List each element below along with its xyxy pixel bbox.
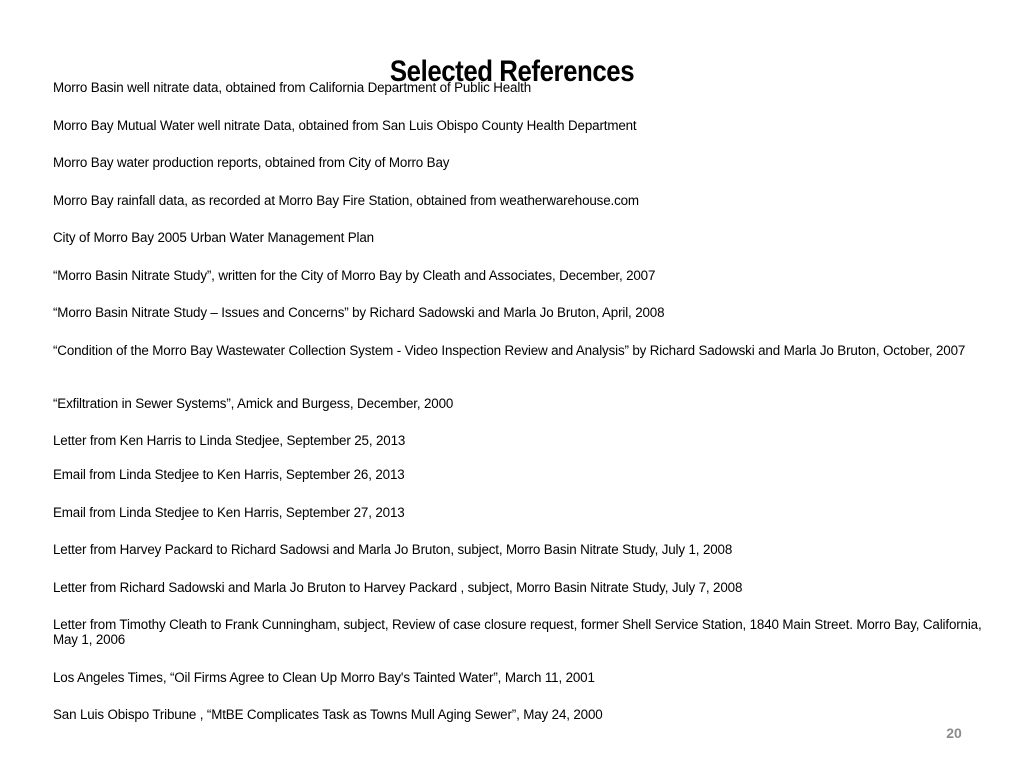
reference-item: San Luis Obispo Tribune , “MtBE Complicates Task as Towns Mull Aging Sewer”, May 24, 2000 xyxy=(53,707,603,722)
reference-item: Email from Linda Stedjee to Ken Harris, September 26, 2013 xyxy=(53,467,405,482)
page-number: 20 xyxy=(946,725,962,741)
reference-item: “Exfiltration in Sewer Systems”, Amick and Burgess, December, 2000 xyxy=(53,396,454,411)
slide-title: Selected References xyxy=(389,55,635,89)
reference-item: Letter from Richard Sadowski and Marla Jo Bruton to Harvey Packard , subject, Morro Basin Nitrate Study, July 7, 2008 xyxy=(53,580,743,595)
reference-item: Letter from Timothy Cleath to Frank Cunningham, subject, Review of case closure request, former Shell Service Station, 1840 Main Street. Morro Bay, California, May 1, 2006 xyxy=(53,617,982,647)
reference-item: “Morro Basin Nitrate Study”, written for the City of Morro Bay by Cleath and Associates, December, 2007 xyxy=(53,268,656,283)
reference-item: Email from Linda Stedjee to Ken Harris, September 27, 2013 xyxy=(53,505,405,520)
reference-item: Morro Bay Mutual Water well nitrate Data, obtained from San Luis Obispo County Health Department xyxy=(53,118,637,133)
reference-item: Morro Bay water production reports, obtained from City of Morro Bay xyxy=(53,155,450,170)
reference-item: Morro Bay rainfall data, as recorded at Morro Bay Fire Station, obtained from weatherwarehouse.com xyxy=(53,193,639,208)
reference-item: Morro Basin well nitrate data, obtained from California Department of Public Health xyxy=(53,80,532,95)
reference-item: “Morro Basin Nitrate Study – Issues and Concerns” by Richard Sadowski and Marla Jo Bruton, April, 2008 xyxy=(53,305,665,320)
reference-item: “Condition of the Morro Bay Wastewater Collection System - Video Inspection Review and Analysis” by Richard Sadowski and Marla Jo Bruton, October, 2007 xyxy=(53,343,966,358)
reference-item: Los Angeles Times, “Oil Firms Agree to Clean Up Morro Bay's Tainted Water”, March 11, 2001 xyxy=(53,670,595,685)
reference-item: Letter from Harvey Packard to Richard Sadowsi and Marla Jo Bruton, subject, Morro Basin Nitrate Study, July 1, 2008 xyxy=(53,542,733,557)
reference-item: Letter from Ken Harris to Linda Stedjee, September 25, 2013 xyxy=(53,433,406,448)
reference-item: City of Morro Bay 2005 Urban Water Management Plan xyxy=(53,230,374,245)
